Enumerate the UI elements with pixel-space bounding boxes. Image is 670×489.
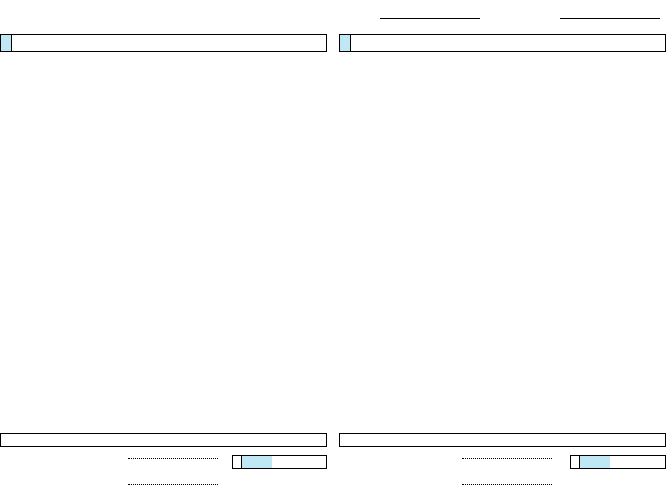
home-bodovy-box (232, 455, 327, 469)
away-bodovy-label (571, 456, 580, 468)
home-tag (1, 35, 12, 51)
home-signature-line (128, 484, 218, 485)
away-leader-name (462, 458, 552, 459)
away-bodovy-box (570, 455, 666, 469)
home-bodovy-value (242, 456, 272, 468)
home-leader-name (128, 458, 218, 459)
away-signature-line (462, 484, 552, 485)
away-bodovy-value (580, 456, 610, 468)
away-lineup (339, 56, 666, 431)
club-value (380, 6, 480, 19)
away-summary (339, 433, 666, 447)
home-lineup (0, 56, 327, 431)
date-value (560, 6, 660, 19)
away-team-bar (339, 34, 666, 52)
home-team-bar (0, 34, 327, 52)
home-summary (0, 433, 327, 447)
home-bodovy-label (233, 456, 242, 468)
away-tag (340, 35, 351, 51)
